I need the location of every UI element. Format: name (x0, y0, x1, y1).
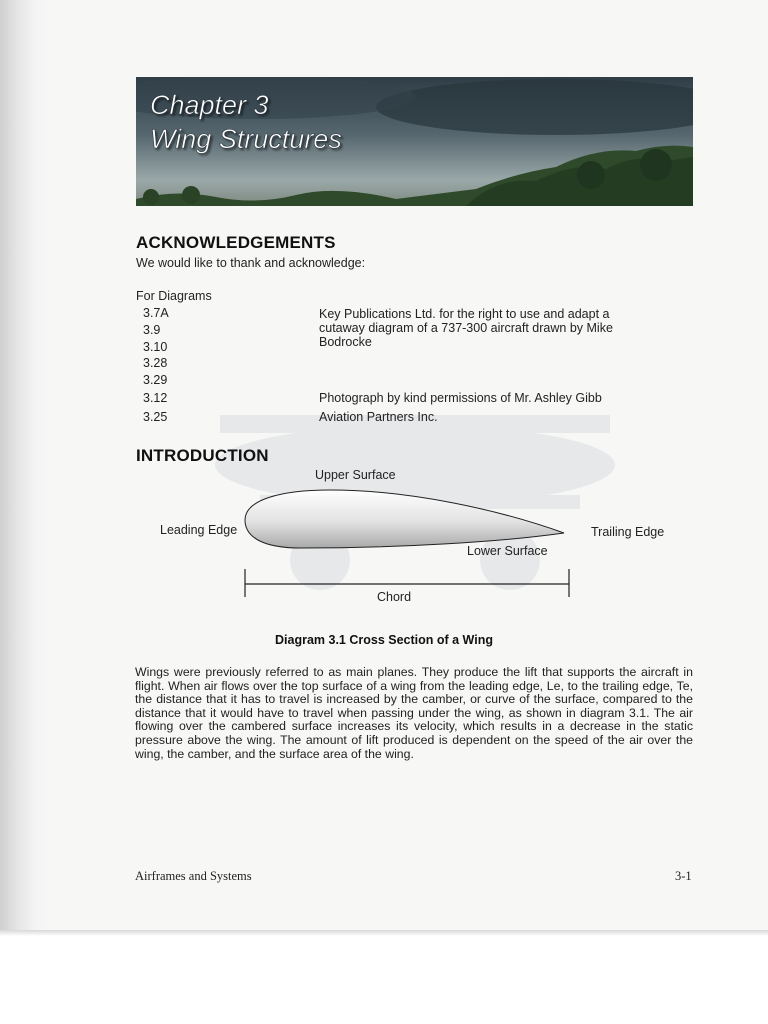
list-item: 3.9 (143, 323, 161, 337)
credit-key-publications: Key Publications Ltd. for the right to use and adapt a cutaway diagram of a 737-300 aircraft drawn by Mike Bodrocke (319, 307, 613, 349)
leading-edge-label: Leading Edge (160, 523, 238, 537)
chord-label: Chord (377, 590, 412, 604)
introduction-heading: INTRODUCTION (136, 446, 269, 465)
diagram-caption: Diagram 3.1 Cross Section of a Wing (275, 633, 493, 647)
chapter-title (150, 88, 342, 156)
upper-surface-label: Upper Surface (315, 468, 396, 482)
wing-cross-section-diagram (140, 462, 680, 612)
list-item: 3.29 (143, 373, 168, 387)
list-item: 3.28 (143, 356, 168, 370)
acknowledgements-heading: ACKNOWLEDGEMENTS (136, 233, 336, 252)
lower-surface-label: Lower Surface (467, 544, 548, 558)
page-spine-shadow (0, 0, 52, 935)
list-item: 3.12 (143, 391, 168, 405)
trailing-edge-label: Trailing Edge (591, 525, 665, 539)
list-item: 3.10 (143, 340, 168, 354)
footer-book-title: Airframes and Systems (135, 869, 252, 883)
credit-aviation-partners: Aviation Partners Inc. (319, 410, 438, 424)
footer-page-number: 3-1 (675, 869, 692, 883)
for-diagrams-label: For Diagrams (136, 289, 212, 303)
chapter-label: Chapter 3 (150, 90, 269, 120)
acknowledgements-intro: We would like to thank and acknowledge: (136, 256, 366, 270)
chapter-name: Wing Structures (150, 124, 342, 154)
introduction-paragraph: Wings were previously referred to as main planes. They produce the lift that supports the aircraft in flight. When air flows over the top surface of a wing from the leading edge, Le, to the trailing edge, Te, the distance that it has to travel is increased by the camber, or curve of the surface, compared to the distance that it would have to travel when passing under the wing, as shown in diagram 3.1. The air flowing over the cambered surface increases its velocity, which results in a decrease in the static pressure above the wing. The amount of lift produced is dependent on the speed of the air over the wing, the camber, and the surface area of the wing. (135, 665, 693, 761)
credit-ashley-gibb: Photograph by kind permissions of Mr. Ashley Gibb (319, 391, 602, 405)
list-item: 3.25 (143, 410, 168, 424)
airfoil-shape (245, 490, 564, 548)
list-item: 3.7A (143, 306, 169, 320)
page-bottom-edge (0, 930, 768, 936)
